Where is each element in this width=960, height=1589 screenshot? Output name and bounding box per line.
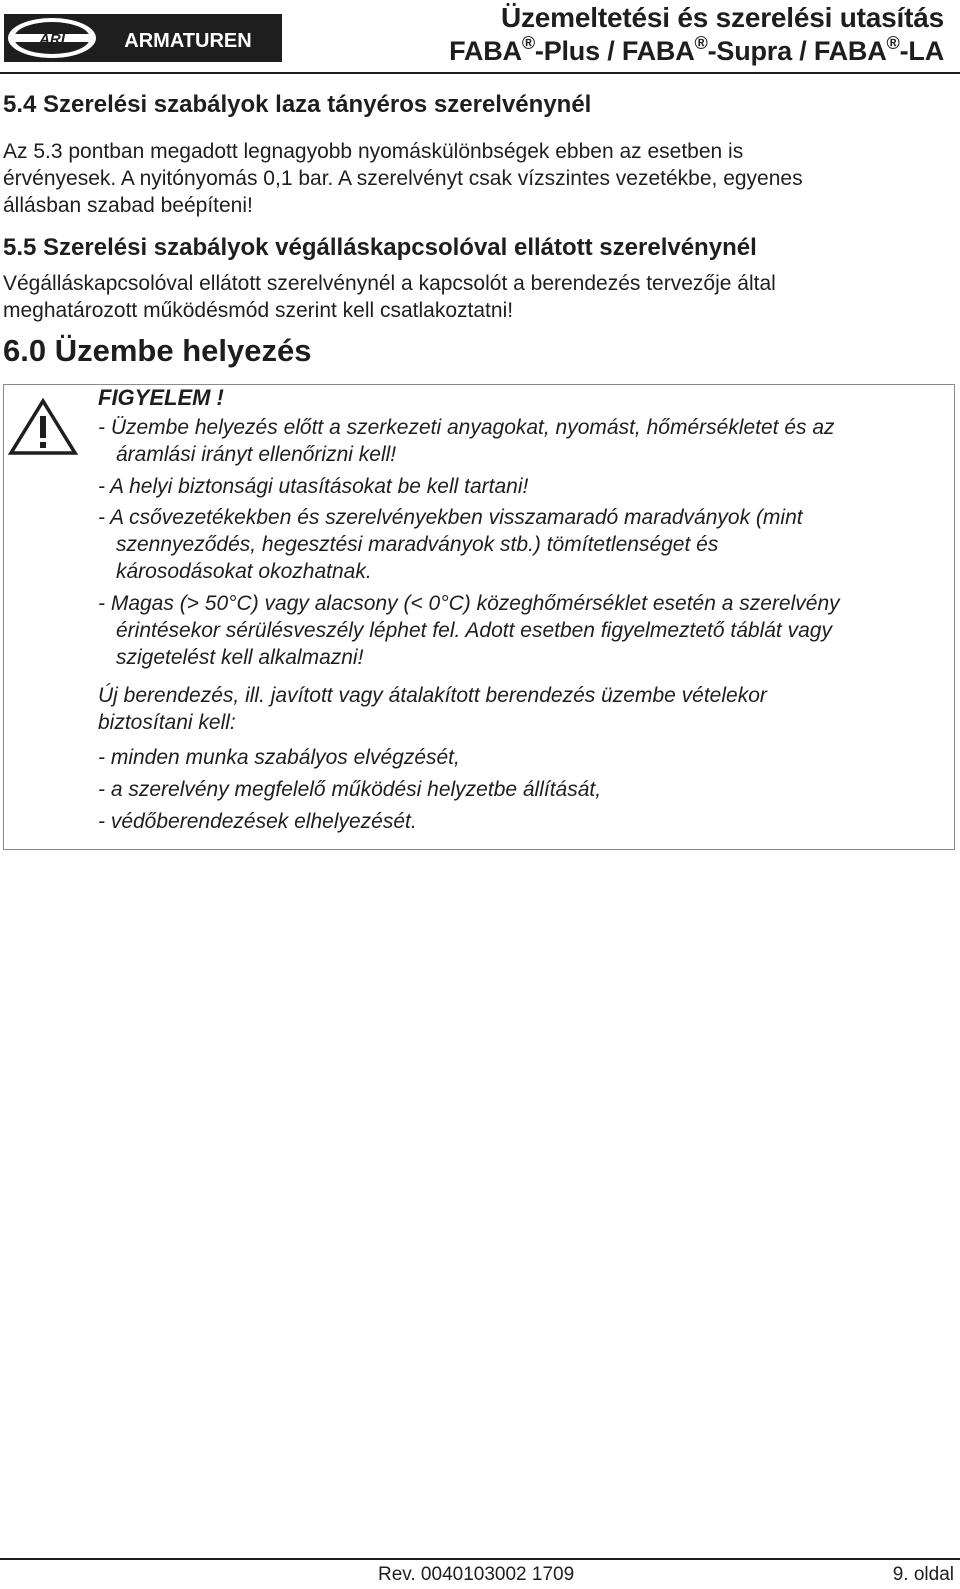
registered-mark: ®: [694, 33, 708, 53]
warning-item-continued: szennyeződés, hegesztési maradványok stb.) tömítetlenséget és: [116, 533, 719, 556]
warning-item-continued: áramlási irányt ellenőrizni kell!: [116, 443, 397, 466]
section-5-5-heading: 5.5 Szerelési szabályok végálláskapcsolóval ellátott szerelvénynél: [3, 234, 757, 261]
commissioning-intro: Új berendezés, ill. javított vagy átalakított berendezés üzembe vételekor: [98, 684, 767, 707]
header-divider: [0, 72, 960, 74]
warning-item: - A helyi biztonsági utasításokat be kell tartani!: [98, 475, 529, 498]
revision-number: Rev. 0040103002 1709: [378, 1564, 575, 1585]
warning-item-continued: károsodásokat okozhatnak.: [116, 560, 372, 583]
warning-item: - Üzembe helyezés előtt a szerkezeti anyagokat, nyomást, hőmérsékletet és az: [98, 416, 835, 439]
warning-item: - Magas (> 50°C) vagy alacsony (< 0°C) közeghőmérséklet esetén a szerelvény: [98, 592, 840, 615]
footer-divider: [0, 1558, 960, 1560]
logo-armaturen-text: ARMATUREN: [124, 30, 252, 52]
commissioning-item: - minden munka szabályos elvégzését,: [98, 746, 460, 769]
ari-armaturen-logo: [4, 14, 282, 62]
commissioning-intro: biztosítani kell:: [98, 711, 236, 734]
registered-mark: ®: [886, 33, 900, 53]
section-5-5-line: Végálláskapcsolóval ellátott szerelvénynél a kapcsolót a berendezés tervezője által: [3, 272, 776, 295]
warning-triangle-icon: [8, 398, 78, 456]
logo-ari-text: ARI: [39, 31, 65, 48]
document-title: Üzemeltetési és szerelési utasítás: [500, 2, 944, 33]
page-number: 9. oldal: [892, 1564, 954, 1585]
section-5-4-line: Az 5.3 pontban megadott legnagyobb nyomáskülönbségek ebben az esetben is: [3, 140, 744, 163]
warning-item-continued: érintésekor sérülésveszély léphet fel. Adott esetben figyelmeztető táblát vagy: [116, 619, 832, 642]
warning-item-continued: szigetelést kell alkalmazni!: [116, 646, 364, 669]
section-5-4-line: érvényesek. A nyitónyomás 0,1 bar. A szerelvényt csak vízszintes vezetékbe, egyenes: [3, 167, 803, 190]
section-5-5-line: meghatározott működésmód szerint kell csatlakoztatni!: [3, 299, 514, 322]
warning-item: - A csővezetékekben és szerelvényekben visszamaradó maradványok (mint: [98, 506, 803, 529]
commissioning-item: - védőberendezések elhelyezését.: [98, 810, 417, 833]
section-6-0-heading: 6.0 Üzembe helyezés: [3, 333, 312, 368]
section-5-4-line: állásban szabad beépíteni!: [3, 194, 253, 217]
product-names: FABA®-Plus / FABA®-Supra / FABA®-LA: [449, 33, 944, 66]
registered-mark: ®: [521, 33, 535, 53]
section-5-4-heading: 5.4 Szerelési szabályok laza tányéros szerelvénynél: [3, 91, 592, 118]
commissioning-item: - a szerelvény megfelelő működési helyzetbe állítását,: [98, 778, 602, 801]
warning-title: FIGYELEM !: [98, 385, 224, 410]
